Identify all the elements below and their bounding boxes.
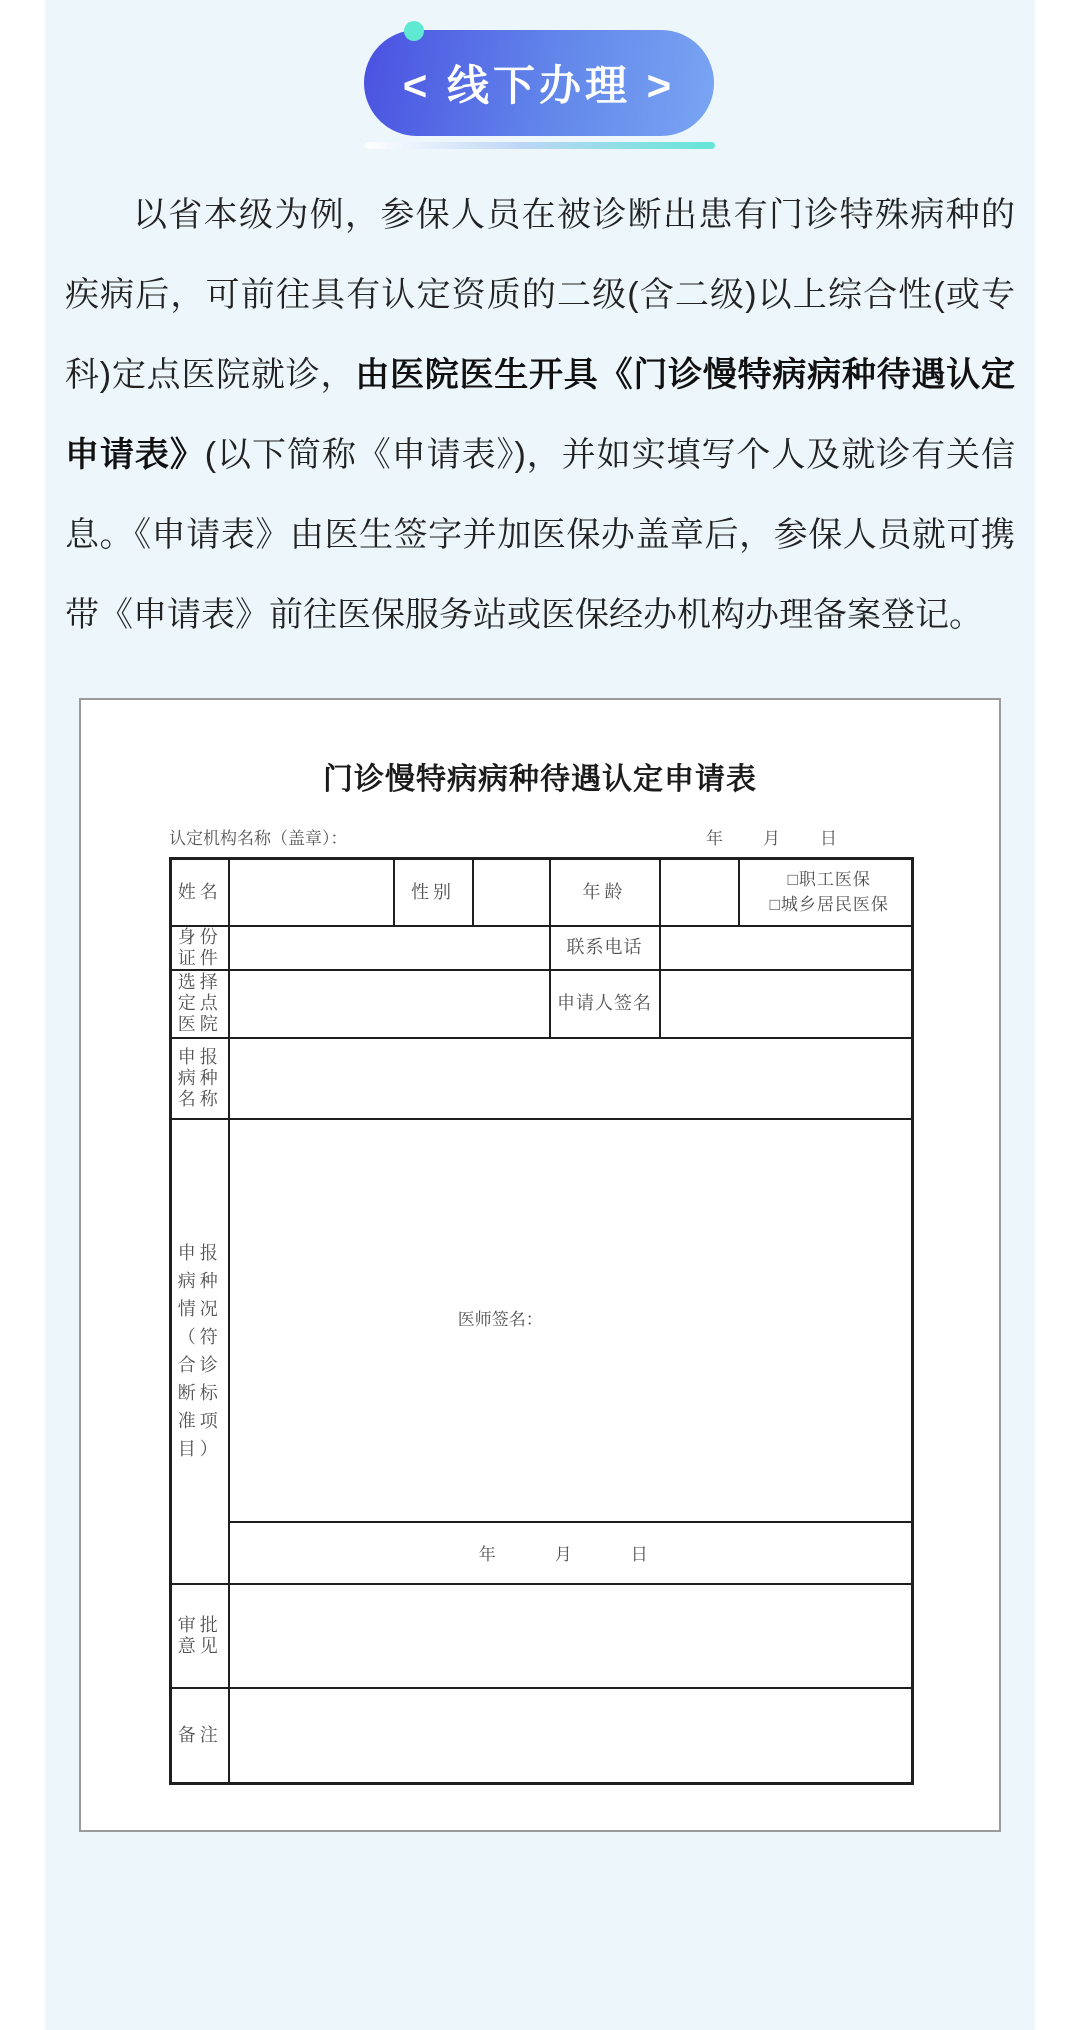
phone-label: 联系电话	[550, 926, 660, 970]
form-title: 门诊慢特病病种待遇认定申请表	[323, 763, 757, 796]
table-row	[171, 1688, 913, 1784]
table-row	[171, 1038, 913, 1119]
article-text-normal-2: (以下简称《申请表》)，并如实填写个人及就诊有关信息。《申请表》由医生签字并加医保办盖章后，参保人员就可携带《申请表》前往医保服务站或医保经办机构办理备案登记。	[65, 436, 1015, 634]
offline-section-badge[interactable]	[364, 30, 714, 136]
sign-date-cell: 年 月 日	[229, 1522, 913, 1584]
form-inner	[169, 700, 911, 1785]
disease-name-label: 申报病种名称	[171, 1038, 229, 1119]
badge-underline-decoration	[365, 142, 715, 149]
section-badge-label: < 线下办理 >	[402, 62, 676, 109]
age-value-cell	[660, 859, 739, 926]
application-form-scan	[79, 698, 1001, 1832]
insurance-option-employee: □职工医保	[787, 870, 871, 890]
table-row	[171, 1522, 913, 1584]
name-label: 姓名	[171, 859, 229, 926]
article-paragraph	[65, 175, 1015, 655]
application-form-table	[169, 857, 914, 1785]
section-badge-wrap	[364, 0, 716, 149]
id-card-value-cell	[229, 926, 550, 970]
form-header-date: 年 月 日	[706, 829, 839, 848]
remark-value-cell	[229, 1688, 913, 1784]
table-row	[171, 970, 913, 1038]
insurance-option-resident: □城乡居民医保	[769, 895, 889, 915]
table-row	[171, 859, 913, 926]
article-text-normal-1: 以省本级为例，参保人员在被诊断出患有门诊特殊病种的疾病后，可前往具有认定资质的二级(含二级)以上综合性(或专科)定点医院就诊，	[65, 196, 1015, 394]
id-card-label: 身份证件	[171, 926, 229, 970]
name-value-cell	[229, 859, 394, 926]
org-name-label: 认定机构名称（盖章）：	[169, 829, 348, 848]
applicant-sign-cell	[660, 970, 913, 1038]
hospital-value-cell	[229, 970, 550, 1038]
approval-value-cell	[229, 1584, 913, 1688]
remark-label: 备注	[171, 1688, 229, 1784]
doctor-sign-label: 医师签名：	[457, 1309, 543, 1329]
gender-value-cell	[473, 859, 550, 926]
disease-name-value-cell	[229, 1038, 913, 1119]
form-meta-line	[169, 824, 911, 849]
teal-dot-icon	[404, 21, 424, 41]
article-text-bold: 由医院医生开具《门诊慢特病病种待遇认定申请表》	[65, 356, 1015, 474]
phone-value-cell	[660, 926, 913, 970]
disease-detail-label: 申报病种情况（符合诊断标准项目）	[171, 1119, 229, 1584]
table-row	[171, 1119, 913, 1522]
table-row	[171, 926, 913, 970]
disease-detail-cell	[229, 1119, 913, 1522]
hospital-label: 选择定点医院	[171, 970, 229, 1038]
table-row	[171, 1584, 913, 1688]
applicant-sign-label: 申请人签名	[550, 970, 660, 1038]
insurance-type-cell	[739, 859, 913, 926]
approval-label: 审批意见	[171, 1584, 229, 1688]
gender-label: 性别	[394, 859, 473, 926]
age-label: 年龄	[550, 859, 660, 926]
content-card	[45, 0, 1035, 2030]
